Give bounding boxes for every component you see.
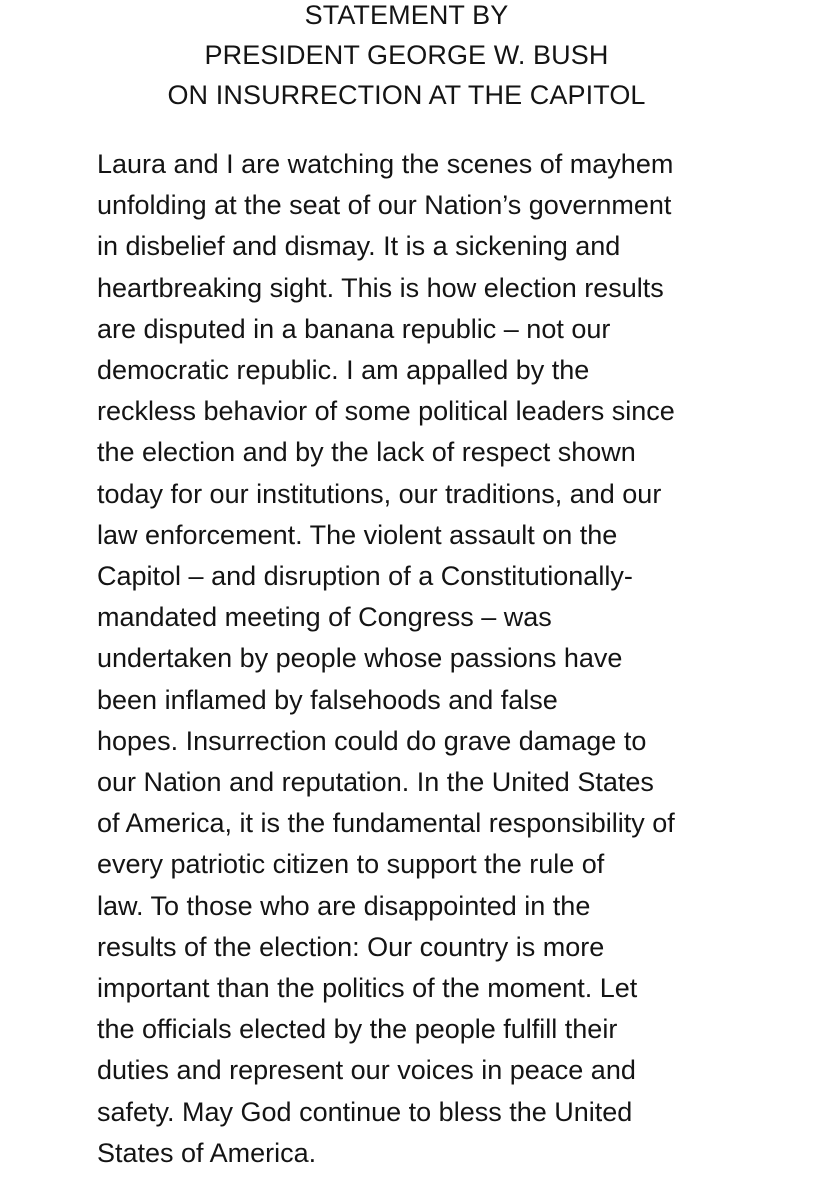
body-line: Laura and I are watching the scenes of mayhem — [97, 149, 674, 179]
statement-header — [0, 0, 813, 115]
body-line: results of the election: Our country is more — [97, 931, 605, 962]
body-line: Capitol – and disruption of a Constitutionally- — [97, 561, 633, 592]
body-line: hopes. Insurrection could do grave damage to — [97, 725, 647, 756]
body-line: heartbreaking sight. This is how election results — [97, 272, 664, 303]
body-line: unfolding at the seat of our Nation’s government — [97, 190, 672, 221]
body-line: safety. May God continue to bless the United — [97, 1096, 633, 1127]
body-line: States of America. — [97, 1137, 317, 1168]
body-line: the election and by the lack of respect shown — [97, 437, 636, 468]
body-line: law. To those who are disappointed in the — [97, 890, 591, 921]
body-line: in disbelief and dismay. It is a sickening and — [97, 231, 621, 262]
statement-body — [97, 144, 797, 1174]
body-line: undertaken by people whose passions have — [97, 643, 623, 674]
body-line: democratic republic. I am appalled by the — [97, 355, 590, 386]
body-line: of America, it is the fundamental responsibility of — [97, 808, 675, 839]
header-line-statement-by: STATEMENT BY — [304, 0, 509, 30]
body-line: every patriotic citizen to support the rule of — [97, 849, 605, 880]
body-line: reckless behavior of some political leaders since — [97, 396, 675, 427]
body-line: been inflamed by falsehoods and false — [97, 684, 558, 715]
body-line: law enforcement. The violent assault on the — [97, 519, 618, 550]
body-line: our Nation and reputation. In the United States — [97, 767, 654, 798]
body-line: important than the politics of the moment. Let — [97, 973, 638, 1004]
header-line-president: PRESIDENT GEORGE W. BUSH — [204, 40, 609, 70]
body-line: the officials elected by the people fulfill their — [97, 1014, 618, 1045]
body-line: are disputed in a banana republic – not our — [97, 313, 611, 344]
body-line: duties and represent our voices in peace and — [97, 1055, 636, 1086]
body-line: mandated meeting of Congress – was — [97, 602, 552, 633]
body-line: today for our institutions, our traditions, and our — [97, 478, 662, 509]
header-line-topic: ON INSURRECTION AT THE CAPITOL — [167, 80, 646, 110]
